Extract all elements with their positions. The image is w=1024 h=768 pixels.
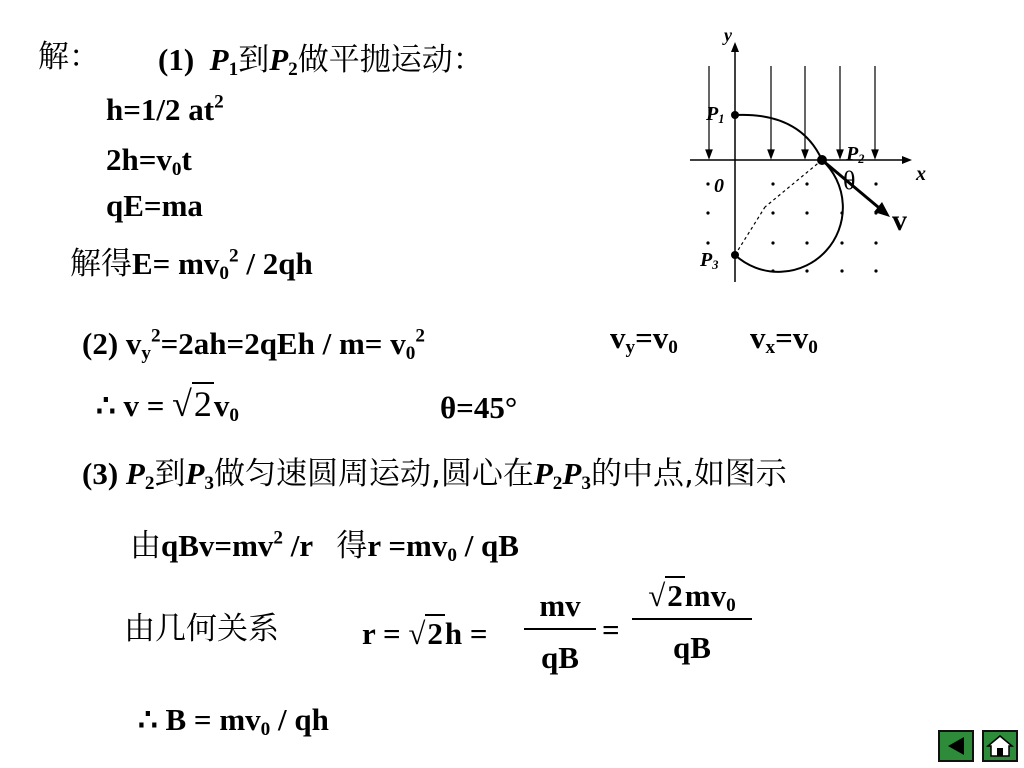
equation-2h: $2h=v_0t$ bbox=[106, 142, 192, 180]
part2-equation: (2) $v_y^2=2ah=2qEh / m= v_0^2$ bbox=[82, 325, 425, 364]
equation-qe: qE=ma bbox=[106, 188, 203, 223]
back-button[interactable] bbox=[938, 730, 974, 762]
magnetic-field-dots bbox=[706, 182, 877, 272]
point-p3 bbox=[731, 251, 739, 259]
point-p2 bbox=[817, 155, 827, 165]
velocity-result: ∴ $v = √2v_0$ bbox=[96, 384, 240, 426]
part1-heading: (1) $P_1$到$P_2$做平抛运动： bbox=[158, 42, 484, 80]
x-axis-arrow bbox=[902, 156, 912, 164]
radius-dashed-2 bbox=[735, 207, 765, 255]
home-button[interactable] bbox=[982, 730, 1018, 762]
origin-label: 0 bbox=[714, 175, 724, 197]
geometry-label: 由几何关系 bbox=[124, 611, 279, 647]
velocity-label: v bbox=[892, 204, 907, 237]
theta-label: θ bbox=[843, 166, 856, 195]
p1-label: $P_1$ bbox=[706, 103, 725, 127]
equals-sign: = bbox=[602, 612, 620, 647]
result-e: 解得$E= mv_0^2 / 2qh$ bbox=[70, 245, 313, 284]
y-axis-arrow bbox=[731, 42, 739, 52]
equation-h: h=1/2 $at^2$ bbox=[106, 91, 224, 127]
parabola-trajectory bbox=[735, 115, 822, 160]
radius-equation: 由$qBv=mv^2$ /r 得$r =mv_0$ / qB bbox=[130, 527, 519, 566]
back-triangle-icon bbox=[940, 732, 972, 760]
solution-label: 解： bbox=[38, 39, 100, 75]
home-icon bbox=[984, 732, 1016, 760]
geometry-equation: r = √2h = bbox=[362, 616, 488, 651]
y-axis-label: y bbox=[724, 25, 732, 45]
fraction-mv-qb: $\frac{mv}{qB}$ bbox=[524, 588, 596, 676]
circular-trajectory bbox=[735, 160, 843, 272]
fraction-sqrt2mv0-qb: $\frac{√2mv_0}{qB}$ bbox=[632, 576, 752, 666]
point-p1 bbox=[731, 111, 739, 119]
theta-result: θ=45° bbox=[440, 390, 518, 425]
p3-label: $P_3$ bbox=[700, 249, 719, 273]
final-result: ∴ $B = mv_0$ / qh bbox=[138, 702, 329, 740]
vx-equation: $v_x=v_0$ bbox=[750, 320, 818, 358]
x-axis-label: x bbox=[916, 163, 926, 185]
vy-equation: $v_y=v_0$ bbox=[610, 320, 678, 358]
part3-heading: (3) $P_2$到$P_3$做匀速圆周运动,圆心在$P_2P_3$的中点,如图示 bbox=[82, 456, 787, 494]
p2-label: $P_2$ bbox=[846, 143, 865, 167]
